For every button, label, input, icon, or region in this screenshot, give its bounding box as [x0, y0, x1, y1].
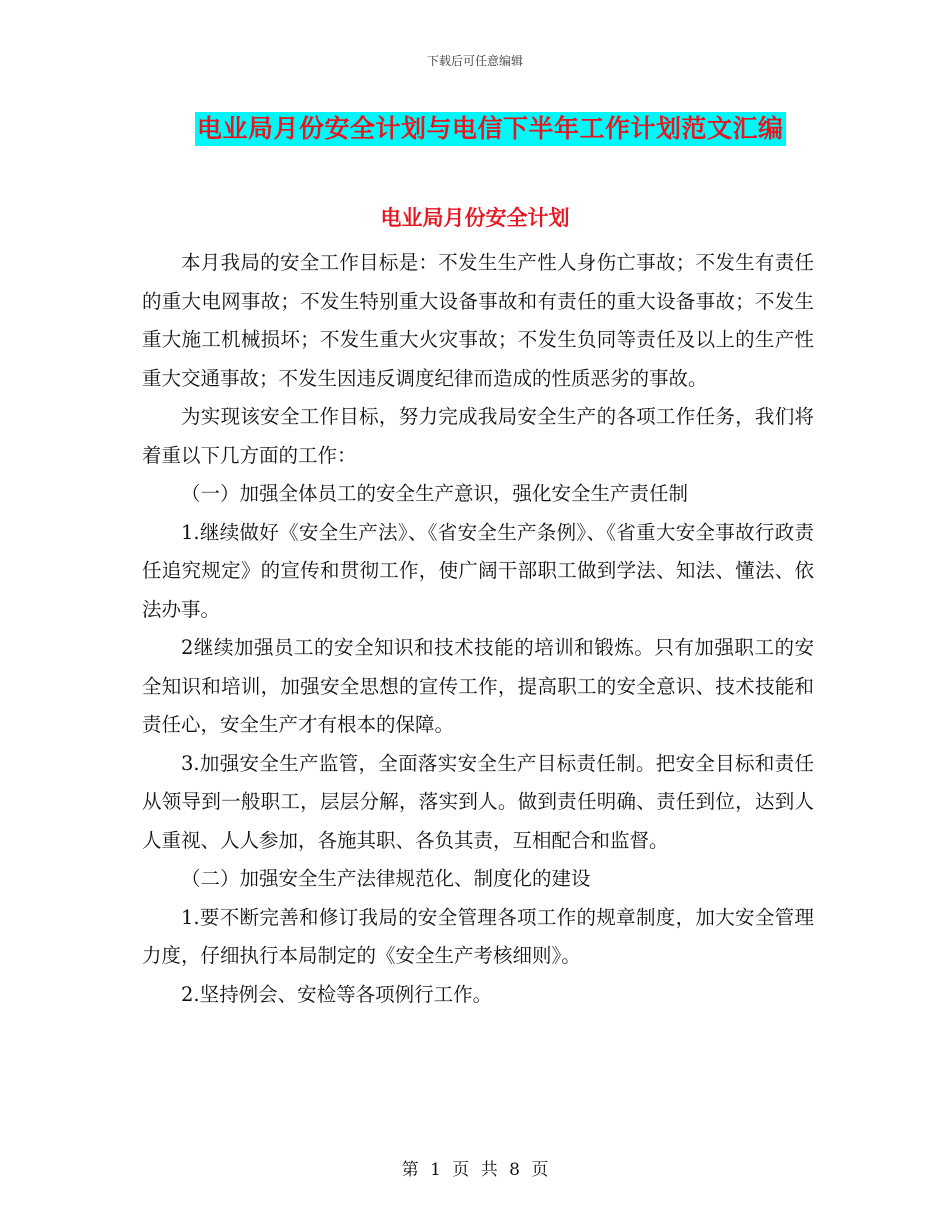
- paragraph-item-1-1: 1.继续做好《安全生产法》、《省安全生产条例》、《省重大安全事故行政责任追究规定》的宣传和贯彻工作，使广阔干部职工做到学法、知法、懂法、依法办事。: [142, 520, 814, 621]
- subheading-one: （一）加强全体员工的安全生产意识，强化安全生产责任制: [181, 482, 689, 505]
- header-note: 下载后可任意编辑: [426, 54, 523, 68]
- paragraph-item-2-2: 2.坚持例会、安检等各项例行工作。: [181, 982, 493, 1006]
- paragraph-item-1-3: 3.加强安全生产监管，全面落实安全生产目标责任制。把安全目标和责任从领导到一般职工，层层分解，落实到人。做到责任明确、责任到位，达到人人重视、人人参加，各施其职、各负其责，互相配合和监督。: [142, 751, 814, 852]
- section-title: 电业局月份安全计划: [380, 206, 570, 230]
- subheading-two: （二）加强安全生产法律规范化、制度化的建设: [181, 867, 591, 890]
- paragraph-intro: 为实现该安全工作目标，努力完成我局安全生产的各项工作任务，我们将着重以下几方面的工作：: [142, 405, 814, 467]
- paragraph-item-1-2: 2继续加强员工的安全知识和技术技能的培训和锻炼。只有加强职工的安全知识和培训，加强安全思想的宣传工作，提高职工的安全意识、技术技能和责任心，安全生产才有根本的保障。: [142, 636, 814, 736]
- paragraph-goals: 本月我局的安全工作目标是：不发生生产性人身伤亡事故；不发生有责任的重大电网事故；不发生特别重大设备事故和有责任的重大设备事故；不发生重大施工机械损坏；不发生重大火灾事故；不发生负同等责任及以上的生产性重大交通事故；不发生因违反调度纪律而造成的性质恶劣的事故。: [142, 251, 814, 390]
- document-body: [142, 244, 814, 1014]
- document-title: 电业局月份安全计划与电信下半年工作计划范文汇编: [195, 112, 786, 146]
- page-footer: 第 1 页 共 8 页: [401, 1160, 549, 1180]
- paragraph-item-2-1: 1.要不断完善和修订我局的安全管理各项工作的规章制度，加大安全管理力度，仔细执行本局制定的《安全生产考核细则》。: [142, 905, 814, 967]
